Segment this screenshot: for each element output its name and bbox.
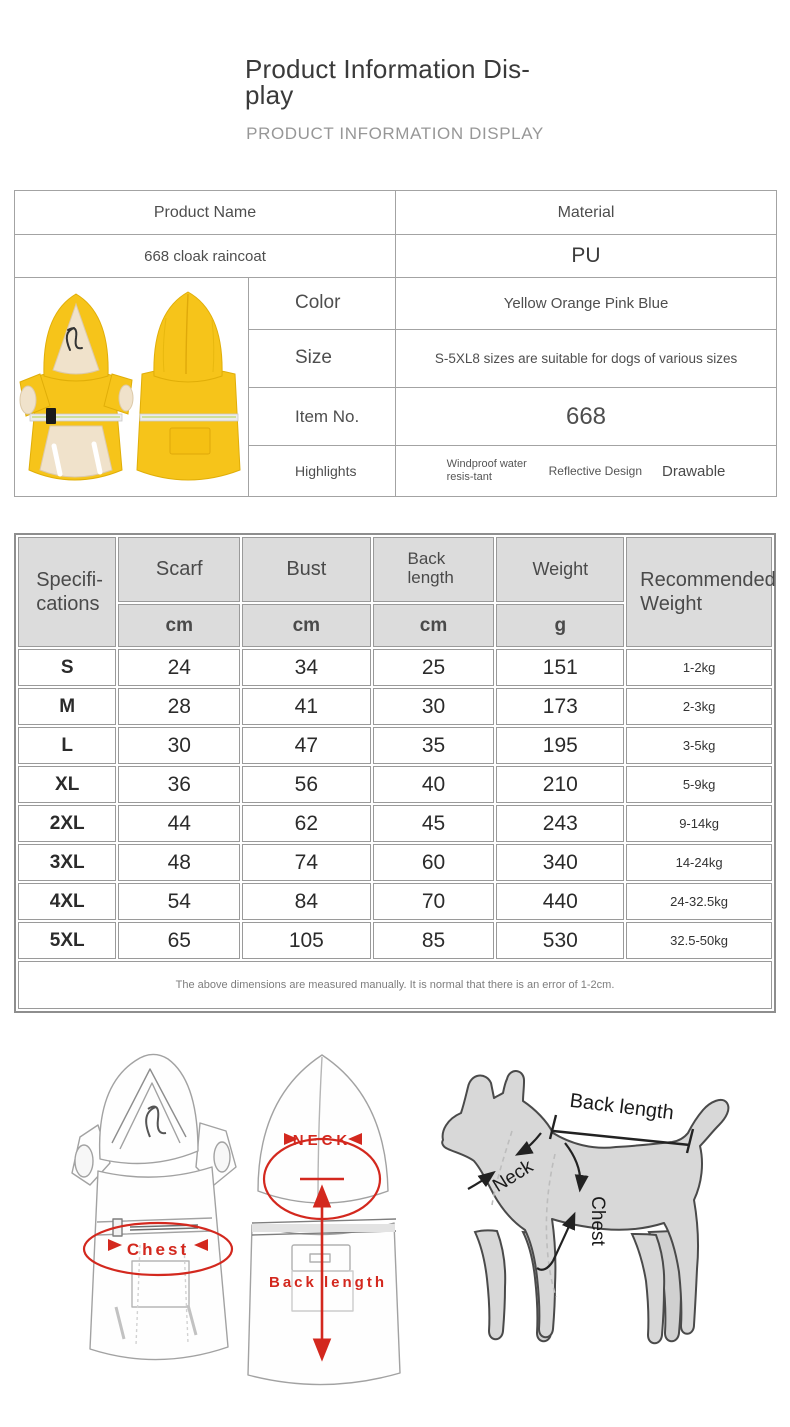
cell-scarf: 36 <box>118 766 240 803</box>
neck-label: NECK <box>292 1132 352 1149</box>
cell-scarf: 24 <box>118 649 240 686</box>
cell-back-length: 35 <box>373 727 495 764</box>
highlight-drawable: Drawable <box>662 462 726 480</box>
material-header: Material <box>396 191 777 235</box>
product-name-value: 668 cloak raincoat <box>15 235 396 278</box>
cell-weight: 210 <box>496 766 624 803</box>
scarf-header: Scarf <box>118 537 240 602</box>
page-title-line2: play <box>245 80 294 110</box>
cell-size: 5XL <box>18 922 116 959</box>
cell-bust: 34 <box>242 649 370 686</box>
table-row-l <box>18 727 772 764</box>
dog-neck-label: Neck <box>489 1155 538 1197</box>
cell-back-length: 45 <box>373 805 495 842</box>
highlight-windproof: Windproof water resis-tant <box>446 457 527 484</box>
page-subtitle: PRODUCT INFORMATION DISPLAY <box>246 124 544 143</box>
cell-recommended: 9-14kg <box>626 805 772 842</box>
back-length-label: Back length <box>268 1274 388 1291</box>
page-title <box>245 56 555 108</box>
cell-size: S <box>18 649 116 686</box>
raincoat-front-view <box>20 294 133 480</box>
cell-size: XL <box>18 766 116 803</box>
color-label: Color <box>249 278 396 330</box>
highlights-value <box>396 446 777 497</box>
bust-header: Bust <box>242 537 370 602</box>
item-no-label: Item No. <box>249 387 396 445</box>
material-value: PU <box>396 235 777 278</box>
highlight-reflective: Reflective Design <box>548 464 643 479</box>
table-row-s <box>18 649 772 686</box>
dog-back-length-label: Back length <box>568 1089 675 1125</box>
table-row <box>15 191 777 235</box>
table-row-m <box>18 688 772 725</box>
cell-back-length: 40 <box>373 766 495 803</box>
page-title-line1: Product Information Dis- <box>245 54 531 84</box>
cell-scarf: 30 <box>118 727 240 764</box>
back-length-unit: cm <box>373 604 495 647</box>
cell-weight: 530 <box>496 922 624 959</box>
measurement-diagrams <box>0 1039 790 1421</box>
dog-chest-label: Chest <box>587 1196 608 1246</box>
color-value: Yellow Orange Pink Blue <box>396 278 777 330</box>
cell-back-length: 60 <box>373 844 495 881</box>
cell-size: 2XL <box>18 805 116 842</box>
raincoat-back-view <box>137 292 240 480</box>
cell-bust: 84 <box>242 883 370 920</box>
scarf-unit: cm <box>118 604 240 647</box>
product-info-table <box>14 190 777 497</box>
cell-size: M <box>18 688 116 725</box>
product-name-header: Product Name <box>15 191 396 235</box>
cell-bust: 62 <box>242 805 370 842</box>
measurement-note: The above dimensions are measured manually. It is normal that there is an error of 1-2cm. <box>18 961 772 1009</box>
cell-scarf: 28 <box>118 688 240 725</box>
cell-bust: 41 <box>242 688 370 725</box>
weight-header: Weight <box>496 537 624 602</box>
cell-recommended: 32.5-50kg <box>626 922 772 959</box>
cell-recommended: 24-32.5kg <box>626 883 772 920</box>
recommended-weight-header: Recommended Weight <box>626 537 772 647</box>
cell-weight: 151 <box>496 649 624 686</box>
page-header <box>0 0 790 144</box>
cell-bust: 56 <box>242 766 370 803</box>
back-length-header: Back length <box>373 537 495 602</box>
cell-weight: 340 <box>496 844 624 881</box>
cell-back-length: 30 <box>373 688 495 725</box>
cell-back-length: 70 <box>373 883 495 920</box>
bust-unit: cm <box>242 604 370 647</box>
cell-weight: 243 <box>496 805 624 842</box>
table-row <box>15 278 777 330</box>
size-label: Size <box>249 329 396 387</box>
size-chart-table <box>16 535 774 1011</box>
table-row-xl <box>18 766 772 803</box>
cell-size: L <box>18 727 116 764</box>
cell-scarf: 65 <box>118 922 240 959</box>
specifications-header: Specifi-cations <box>18 537 116 647</box>
product-photo <box>15 278 249 497</box>
table-row-2xl <box>18 805 772 842</box>
measurement-diagram-svg <box>0 1039 790 1416</box>
table-row-4xl <box>18 883 772 920</box>
dog-diagram <box>442 1071 728 1343</box>
chest-label: Chest <box>126 1240 190 1259</box>
cell-recommended: 5-9kg <box>626 766 772 803</box>
cell-recommended: 3-5kg <box>626 727 772 764</box>
cell-size: 4XL <box>18 883 116 920</box>
cell-scarf: 48 <box>118 844 240 881</box>
cell-back-length: 25 <box>373 649 495 686</box>
cell-weight: 440 <box>496 883 624 920</box>
cell-scarf: 54 <box>118 883 240 920</box>
cell-scarf: 44 <box>118 805 240 842</box>
cell-size: 3XL <box>18 844 116 881</box>
cell-bust: 47 <box>242 727 370 764</box>
size-chart <box>14 533 776 1013</box>
highlights-label: Highlights <box>249 446 396 497</box>
table-row-5xl <box>18 922 772 959</box>
size-value: S-5XL8 sizes are suitable for dogs of various sizes <box>396 329 777 387</box>
cell-weight: 173 <box>496 688 624 725</box>
cell-weight: 195 <box>496 727 624 764</box>
raincoat-product-image <box>16 278 248 491</box>
table-row <box>15 235 777 278</box>
cell-back-length: 85 <box>373 922 495 959</box>
cell-bust: 105 <box>242 922 370 959</box>
coat-front-sketch <box>72 1054 236 1359</box>
cell-recommended: 1-2kg <box>626 649 772 686</box>
table-row-3xl <box>18 844 772 881</box>
item-no-value: 668 <box>396 387 777 445</box>
weight-unit: g <box>496 604 624 647</box>
measurement-note-row <box>18 961 772 1009</box>
cell-bust: 74 <box>242 844 370 881</box>
size-chart-header-row <box>18 537 772 602</box>
cell-recommended: 14-24kg <box>626 844 772 881</box>
cell-recommended: 2-3kg <box>626 688 772 725</box>
